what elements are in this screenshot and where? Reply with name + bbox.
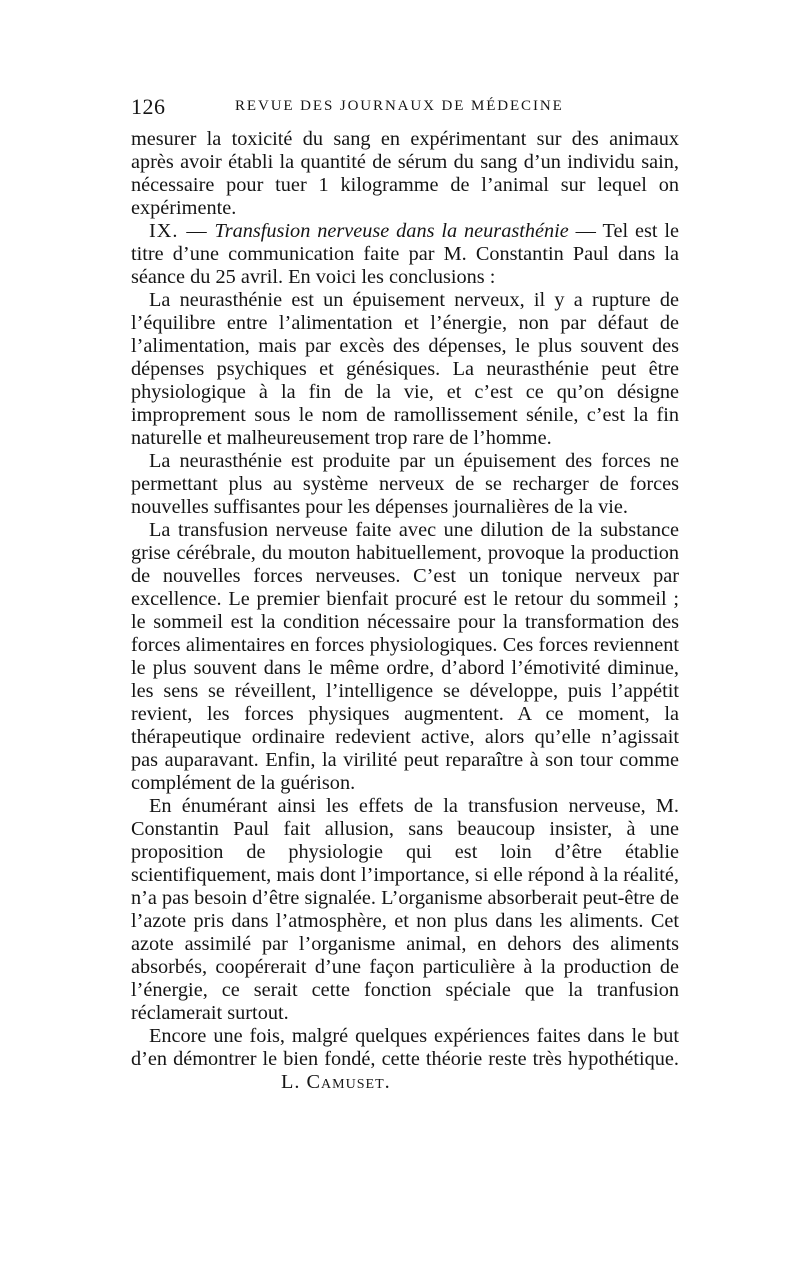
paragraph-continuation: mesurer la toxicité du sang en expérimentant sur des animaux après avoir établi la quantité de sérum du sang d’un individu sain, nécessaire pour tuer 1 kilogramme de l’animal sur lequel on expérimente. [131, 128, 679, 219]
paragraph-effets: En énumérant ainsi les effets de la transfusion nerveuse, M. Constantin Paul fait allusion, sans beaucoup insister, à une proposition de physiologie qui est loin d’être établie scientifiquement, mais dont l’importance, si elle répond à la réalité, n’a pas besoin d’être signalée. L’organisme absorberait peut-être de l’azote pris dans l’atmosphère, et non plus dans les aliments. Cet azote assimilé par l’organisme animal, en dehors des aliments absorbés, coopérerait d’une façon particulière à la production de l’énergie, ce serait cette fonction spéciale que la tranfusion réclamerait surtout. [131, 795, 679, 1024]
article-body [131, 128, 679, 1094]
page-number: 126 [131, 94, 166, 119]
paragraph-cause: La neurasthénie est produite par un épuisement des forces ne permettant plus au système nerveux de se recharger de forces nouvelles suffisantes pour les dépenses journalières de la vie. [131, 450, 679, 518]
section-intro: — Tel est le titre d’une communication faite par M. Constantin Paul dans la séance du 25 avril. En voici les conclusions : [131, 220, 679, 288]
final-text: Encore une fois, malgré quelques expériences faites dans le but d’en démontrer le bien fondé, cette théorie reste très hypothétique. [131, 1025, 679, 1070]
section-title: Transfusion nerveuse dans la neurasthénie [214, 220, 569, 242]
paragraph-neurasthenie: La neurasthénie est un épuisement nerveux, il y a rupture de l’équilibre entre l’alimentation et l’énergie, non par défaut de l’alimentation, mais par excès des dépenses, le plus souvent des dépenses psychiques et génésiques. La neurasthénie peut être physiologique à la fin de la vie, et c’est ce qu’on désigne improprement sous le nom de ramollissement sénile, c’est la fin naturelle et malheureusement trop rare de l’homme. [131, 289, 679, 449]
paragraph-final [131, 1025, 679, 1094]
section-number: IX. — [149, 220, 208, 242]
paragraph-transfusion: La transfusion nerveuse faite avec une dilution de la substance grise cérébrale, du mouton habituellement, provoque la production de nouvelles forces nerveuses. C’est un tonique nerveux par excellence. Le premier bienfait procuré est le retour du sommeil ; le sommeil est la condition nécessaire pour la transformation des forces alimentaires en forces physiologiques. Ces forces reviennent le plus souvent dans le même ordre, d’abord l’émotivité diminue, les sens se réveillent, l’intelligence se développe, puis l’appétit revient, les forces physiques augmentent. A ce moment, la thérapeutique ordinaire redevient active, alors qu’elle n’agissait pas auparavant. Enfin, la virilité peut reparaître à son tour comme complément de la guérison. [131, 519, 679, 794]
section-paragraph [131, 220, 679, 289]
running-title: REVUE DES JOURNAUX DE MÉDECINE [235, 98, 564, 114]
author-signature: L. Camuset. [281, 1071, 391, 1093]
